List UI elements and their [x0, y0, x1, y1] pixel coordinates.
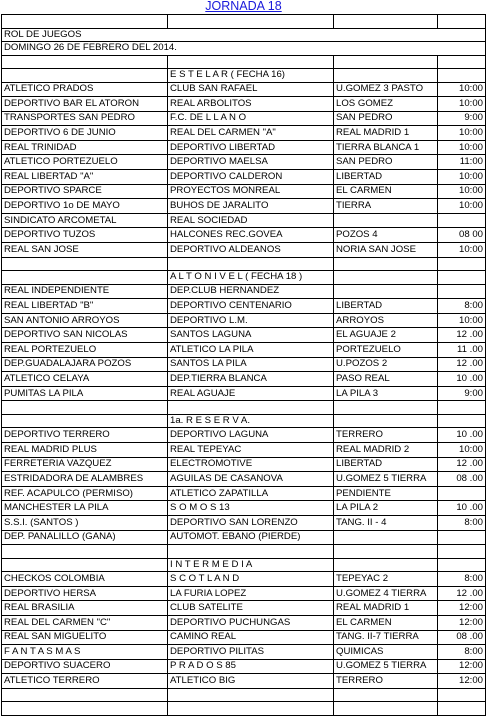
empty-cell — [334, 702, 438, 716]
home-team-cell: REF. ACAPULCO (PERMISO) — [2, 486, 168, 501]
home-team-cell: ATLETICO TERRERO — [2, 674, 168, 689]
empty-cell — [334, 271, 438, 285]
field-cell — [334, 530, 438, 545]
match-row — [2, 357, 486, 372]
empty-cell — [438, 688, 486, 702]
away-team-cell: DEP.TIERRA BLANCA — [168, 372, 334, 387]
away-team-cell: HALCONES REC.GOVEA — [168, 228, 334, 243]
match-row — [2, 184, 486, 199]
home-team-cell: MANCHESTER LA PILA — [2, 501, 168, 516]
match-row — [2, 111, 486, 126]
time-cell: 10:00 — [438, 170, 486, 185]
field-cell: TIERRA — [334, 199, 438, 214]
info-row — [2, 28, 486, 42]
field-cell: TIERRA BLANCA 1 — [334, 140, 438, 155]
field-cell: PORTEZUELO — [334, 343, 438, 358]
away-team-cell: AGUILAS DE CASANOVA — [168, 472, 334, 487]
section-header-row — [2, 271, 486, 285]
away-team-cell: DEPORTIVO LAGUNA — [168, 428, 334, 443]
home-team-cell: DEPORTIVO TUZOS — [2, 228, 168, 243]
away-team-cell: ATLETICO LA PILA — [168, 343, 334, 358]
field-cell: U.POZOS 2 — [334, 357, 438, 372]
match-row — [2, 630, 486, 645]
away-team-cell: DEPORTIVO PUCHUNGAS — [168, 615, 334, 630]
empty-cell — [438, 69, 486, 83]
home-team-cell: REAL SAN MIGUELITO — [2, 630, 168, 645]
match-row — [2, 228, 486, 243]
time-cell: 10:00 — [438, 313, 486, 328]
blank-row — [2, 15, 486, 29]
match-row — [2, 586, 486, 601]
match-row — [2, 674, 486, 689]
time-cell: 8:00 — [438, 572, 486, 587]
away-team-cell: REAL DEL CARMEN "A" — [168, 126, 334, 141]
time-cell: 11 .00 — [438, 343, 486, 358]
field-cell: TANG. II - 4 — [334, 515, 438, 530]
field-cell: NORIA SAN JOSE — [334, 243, 438, 258]
home-team-cell: SINDICATO ARCOMETAL — [2, 213, 168, 228]
field-cell: EL AGUAJE 2 — [334, 328, 438, 343]
time-cell: 08 .00 — [438, 472, 486, 487]
empty-cell — [2, 15, 168, 29]
empty-cell — [2, 702, 168, 716]
home-team-cell: ATLETICO PRADOS — [2, 82, 168, 97]
empty-cell — [2, 257, 168, 271]
empty-cell — [438, 702, 486, 716]
field-cell: LIBERTAD — [334, 170, 438, 185]
away-team-cell: REAL ARBOLITOS — [168, 97, 334, 112]
match-row — [2, 572, 486, 587]
field-cell: U.GOMEZ 3 PASTO — [334, 82, 438, 97]
empty-cell — [438, 558, 486, 572]
empty-cell — [334, 69, 438, 83]
empty-cell — [438, 55, 486, 69]
away-team-cell: S C O T L A N D — [168, 572, 334, 587]
field-cell: SAN PEDRO — [334, 155, 438, 170]
field-cell: EL CARMEN — [334, 184, 438, 199]
field-cell: REAL MADRID 1 — [334, 601, 438, 616]
empty-cell — [2, 55, 168, 69]
empty-cell — [334, 15, 438, 29]
empty-cell — [2, 414, 168, 428]
empty-cell — [334, 545, 438, 559]
home-team-cell: SAN ANTONIO ARROYOS — [2, 313, 168, 328]
field-cell: LIBERTAD — [334, 457, 438, 472]
match-row — [2, 313, 486, 328]
home-team-cell: DEPORTIVO 1o DE MAYO — [2, 199, 168, 214]
away-team-cell: F.C. DE L L A N O — [168, 111, 334, 126]
blank-row — [2, 55, 486, 69]
home-team-cell: REAL DEL CARMEN "C" — [2, 615, 168, 630]
home-team-cell: REAL PORTEZUELO — [2, 343, 168, 358]
field-cell: REAL MADRID 1 — [334, 126, 438, 141]
empty-cell — [334, 688, 438, 702]
empty-cell — [2, 69, 168, 83]
match-row — [2, 659, 486, 674]
away-team-cell: ATLETICO BIG — [168, 674, 334, 689]
away-team-cell: DEPORTIVO LIBERTAD — [168, 140, 334, 155]
section-heading: I N T E R M E D I A — [168, 558, 334, 572]
schedule-table — [1, 14, 486, 716]
time-cell: 12 .00 — [438, 457, 486, 472]
home-team-cell: DEPORTIVO HERSA — [2, 586, 168, 601]
away-team-cell: DEPORTIVO CALDERON — [168, 170, 334, 185]
home-team-cell: FERRETERIA VAZQUEZ — [2, 457, 168, 472]
home-team-cell: CHECKOS COLOMBIA — [2, 572, 168, 587]
field-cell: REAL MADRID 2 — [334, 442, 438, 457]
home-team-cell: REAL LIBERTAD "B" — [2, 299, 168, 314]
match-row — [2, 442, 486, 457]
section-header-row — [2, 414, 486, 428]
page-title: JORNADA 18 — [205, 0, 282, 13]
home-team-cell: DEPORTIVO SUACERO — [2, 659, 168, 674]
time-cell: 10:00 — [438, 126, 486, 141]
match-row — [2, 155, 486, 170]
empty-cell — [334, 558, 438, 572]
empty-cell — [438, 15, 486, 29]
empty-cell — [438, 414, 486, 428]
home-team-cell: DEPORTIVO 6 DE JUNIO — [2, 126, 168, 141]
empty-cell — [168, 545, 334, 559]
match-row — [2, 428, 486, 443]
time-cell: 10 .00 — [438, 428, 486, 443]
empty-cell — [2, 558, 168, 572]
away-team-cell: DEPORTIVO ALDEANOS — [168, 243, 334, 258]
home-team-cell: REAL TRINIDAD — [2, 140, 168, 155]
away-team-cell: LA FURIA LOPEZ — [168, 586, 334, 601]
field-cell — [334, 284, 438, 299]
home-team-cell: DEPORTIVO SAN NICOLAS — [2, 328, 168, 343]
field-cell: ARROYOS — [334, 313, 438, 328]
away-team-cell: REAL SOCIEDAD — [168, 213, 334, 228]
empty-cell — [168, 15, 334, 29]
match-row — [2, 170, 486, 185]
empty-cell — [2, 401, 168, 415]
empty-cell — [334, 55, 438, 69]
time-cell: 10:00 — [438, 184, 486, 199]
away-team-cell: SANTOS LAGUNA — [168, 328, 334, 343]
empty-cell — [2, 688, 168, 702]
time-cell: 12:00 — [438, 601, 486, 616]
blank-row — [2, 688, 486, 702]
time-cell: 10:00 — [438, 243, 486, 258]
field-cell: POZOS 4 — [334, 228, 438, 243]
time-cell: 12:00 — [438, 615, 486, 630]
field-cell: QUIMICAS — [334, 645, 438, 660]
empty-cell — [168, 257, 334, 271]
match-row — [2, 501, 486, 516]
section-heading: A L T O N I V E L ( FECHA 18 ) — [168, 271, 334, 285]
match-row — [2, 126, 486, 141]
match-row — [2, 243, 486, 258]
home-team-cell: REAL MADRID PLUS — [2, 442, 168, 457]
home-team-cell: ATLETICO PORTEZUELO — [2, 155, 168, 170]
field-cell: U.GOMEZ 5 TIERRA — [334, 659, 438, 674]
match-row — [2, 372, 486, 387]
match-row — [2, 457, 486, 472]
away-team-cell: CLUB SAN RAFAEL — [168, 82, 334, 97]
match-row — [2, 97, 486, 112]
field-cell: LOS GOMEZ — [334, 97, 438, 112]
away-team-cell: CLUB SATELITE — [168, 601, 334, 616]
field-cell: U.GOMEZ 5 TIERRA — [334, 472, 438, 487]
match-row — [2, 645, 486, 660]
time-cell: 10:00 — [438, 199, 486, 214]
time-cell: 10 .00 — [438, 501, 486, 516]
match-row — [2, 515, 486, 530]
away-team-cell: DEPORTIVO PILITAS — [168, 645, 334, 660]
home-team-cell: DEP. PANALILLO (GANA) — [2, 530, 168, 545]
schedule-body — [2, 15, 486, 716]
time-cell: 9:00 — [438, 386, 486, 401]
blank-row — [2, 702, 486, 716]
empty-cell — [168, 401, 334, 415]
time-cell: 8:00 — [438, 515, 486, 530]
away-team-cell: PROYECTOS MONREAL — [168, 184, 334, 199]
time-cell: 8:00 — [438, 645, 486, 660]
away-team-cell: REAL AGUAJE — [168, 386, 334, 401]
away-team-cell: DEPORTIVO L.M. — [168, 313, 334, 328]
away-team-cell: ELECTROMOTIVE — [168, 457, 334, 472]
match-row — [2, 199, 486, 214]
time-cell: 10 .00 — [438, 372, 486, 387]
home-team-cell: REAL BRASILIA — [2, 601, 168, 616]
away-team-cell: DEPORTIVO SAN LORENZO — [168, 515, 334, 530]
blank-row — [2, 545, 486, 559]
empty-cell — [334, 414, 438, 428]
match-row — [2, 82, 486, 97]
away-team-cell: DEP.CLUB HERNANDEZ — [168, 284, 334, 299]
time-cell: 11:00 — [438, 155, 486, 170]
match-row — [2, 601, 486, 616]
time-cell: 10:00 — [438, 97, 486, 112]
away-team-cell: BUHOS DE JARALITO — [168, 199, 334, 214]
blank-row — [2, 401, 486, 415]
home-team-cell: PUMITAS LA PILA — [2, 386, 168, 401]
section-heading: E S T E L A R ( FECHA 16) — [168, 69, 334, 83]
info-row — [2, 42, 486, 56]
empty-cell — [2, 271, 168, 285]
away-team-cell: ATLETICO ZAPATILLA — [168, 486, 334, 501]
field-cell: TANG. II-7 TIERRA — [334, 630, 438, 645]
time-cell — [438, 486, 486, 501]
section-header-row — [2, 69, 486, 83]
section-header-row — [2, 558, 486, 572]
empty-cell — [438, 545, 486, 559]
time-cell: 08 .00 — [438, 630, 486, 645]
match-row — [2, 530, 486, 545]
time-cell — [438, 213, 486, 228]
time-cell: 9:00 — [438, 111, 486, 126]
match-row — [2, 299, 486, 314]
field-cell: PASO REAL — [334, 372, 438, 387]
empty-cell — [334, 401, 438, 415]
home-team-cell: REAL INDEPENDIENTE — [2, 284, 168, 299]
home-team-cell: F A N T A S M A S — [2, 645, 168, 660]
away-team-cell: S O M O S 13 — [168, 501, 334, 516]
away-team-cell: AUTOMOT. EBANO (PIERDE) — [168, 530, 334, 545]
match-row — [2, 284, 486, 299]
match-row — [2, 472, 486, 487]
home-team-cell: REAL SAN JOSE — [2, 243, 168, 258]
away-team-cell: P R A D O S 85 — [168, 659, 334, 674]
field-cell: EL CARMEN — [334, 615, 438, 630]
empty-cell — [438, 401, 486, 415]
match-row — [2, 386, 486, 401]
field-cell: LA PILA 3 — [334, 386, 438, 401]
time-cell: 12 .00 — [438, 357, 486, 372]
match-row — [2, 328, 486, 343]
time-cell — [438, 284, 486, 299]
time-cell: 10:00 — [438, 82, 486, 97]
match-row — [2, 486, 486, 501]
info-row-text: ROL DE JUEGOS — [2, 28, 486, 42]
home-team-cell: DEPORTIVO BAR EL ATORON — [2, 97, 168, 112]
field-cell: TERRERO — [334, 674, 438, 689]
match-row — [2, 343, 486, 358]
field-cell: SAN PEDRO — [334, 111, 438, 126]
empty-cell — [438, 257, 486, 271]
time-cell: 12 .00 — [438, 586, 486, 601]
time-cell: 10:00 — [438, 442, 486, 457]
empty-cell — [334, 257, 438, 271]
time-cell: 08 00 — [438, 228, 486, 243]
field-cell: TERRERO — [334, 428, 438, 443]
home-team-cell: S.S.I. (SANTOS ) — [2, 515, 168, 530]
away-team-cell: CAMINO REAL — [168, 630, 334, 645]
section-heading: 1a. R E S E R V A. — [168, 414, 334, 428]
empty-cell — [168, 55, 334, 69]
field-cell: LA PILA 2 — [334, 501, 438, 516]
field-cell: U.GOMEZ 4 TIERRA — [334, 586, 438, 601]
empty-cell — [438, 271, 486, 285]
field-cell: TEPEYAC 2 — [334, 572, 438, 587]
away-team-cell: DEPORTIVO CENTENARIO — [168, 299, 334, 314]
away-team-cell: REAL TEPEYAC — [168, 442, 334, 457]
match-row — [2, 615, 486, 630]
empty-cell — [2, 545, 168, 559]
away-team-cell: DEPORTIVO MAELSA — [168, 155, 334, 170]
home-team-cell: ESTRIDADORA DE ALAMBRES — [2, 472, 168, 487]
time-cell: 12:00 — [438, 674, 486, 689]
home-team-cell: DEPORTIVO SPARCE — [2, 184, 168, 199]
away-team-cell: SANTOS LA PILA — [168, 357, 334, 372]
home-team-cell: DEP.GUADALAJARA POZOS — [2, 357, 168, 372]
info-row-text: DOMINGO 26 DE FEBRERO DEL 2014. — [2, 42, 486, 56]
home-team-cell: TRANSPORTES SAN PEDRO — [2, 111, 168, 126]
empty-cell — [168, 688, 334, 702]
blank-row — [2, 257, 486, 271]
empty-cell — [168, 702, 334, 716]
home-team-cell: ATLETICO CELAYA — [2, 372, 168, 387]
time-cell — [438, 530, 486, 545]
time-cell: 8:00 — [438, 299, 486, 314]
match-row — [2, 213, 486, 228]
match-row — [2, 140, 486, 155]
home-team-cell: DEPORTIVO TERRERO — [2, 428, 168, 443]
field-cell — [334, 213, 438, 228]
time-cell: 10:00 — [438, 140, 486, 155]
field-cell: PENDIENTE — [334, 486, 438, 501]
field-cell: LIBERTAD — [334, 299, 438, 314]
time-cell: 12:00 — [438, 659, 486, 674]
time-cell: 12 .00 — [438, 328, 486, 343]
home-team-cell: REAL LIBERTAD "A" — [2, 170, 168, 185]
